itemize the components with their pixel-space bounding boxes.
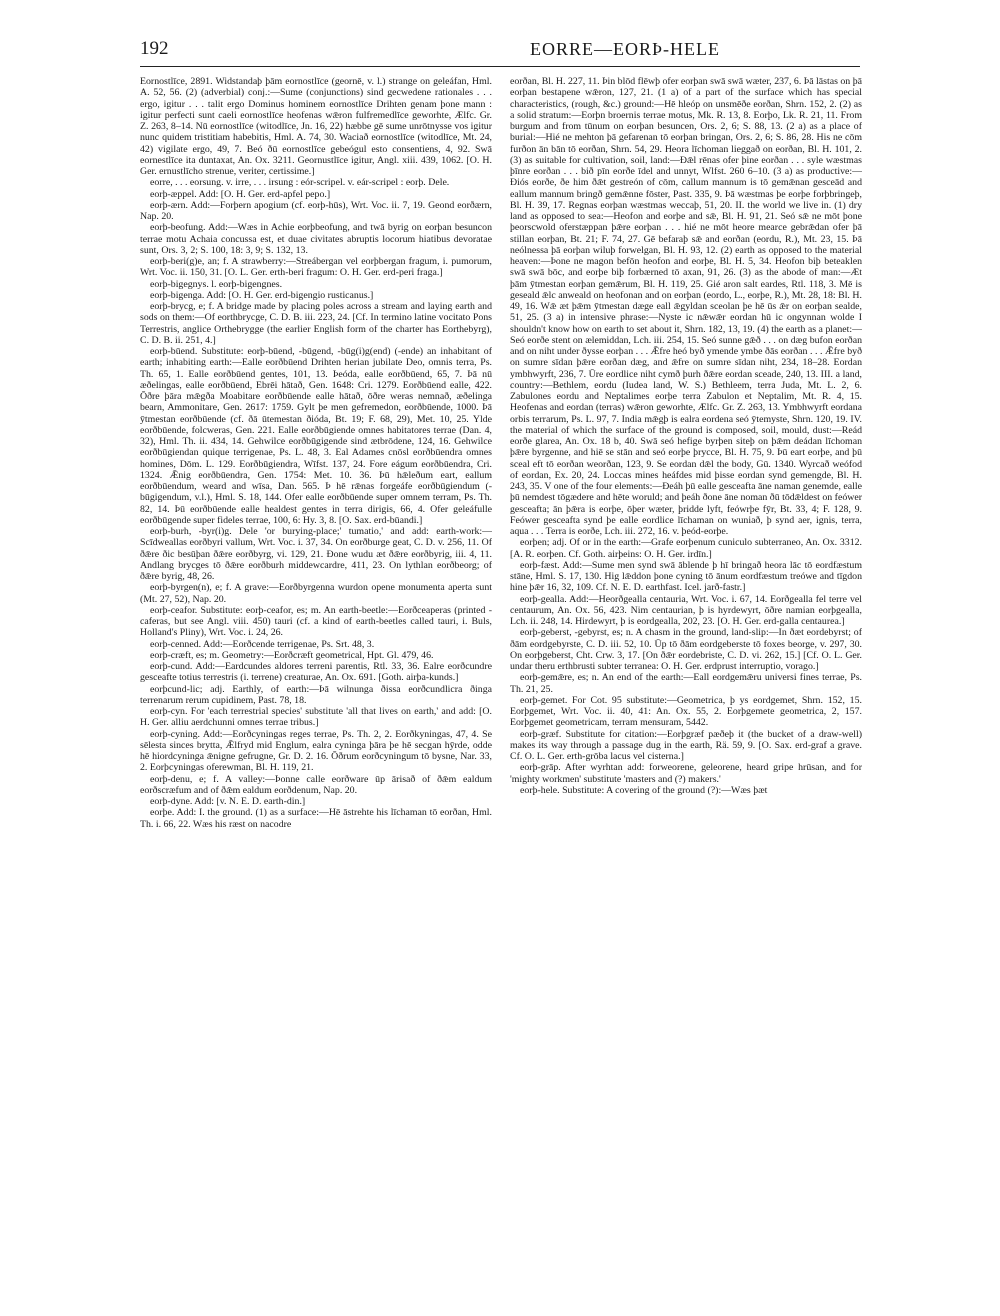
dictionary-entry: eorþen; adj. Of or in the earth:—Grafe eorþenum cuniculo subterraneo, An. Ox. 3312. [A. R. eorþen. Cf. Goth. airþeins: O. H. Ger. irdīn.] <box>510 537 862 560</box>
dictionary-entry: eorþ-fæst. Add:—Sume men synd swā āblende þ hī bringað heora lāc tō eordfæstum stāne, Hml. S. 17, 130. Hig lǣddon þone cyning tō ānum eordfæstum treówe and tīgdon hine þǣr 16, 32, 109. Cf. N. E. D. earthfast. Icel. jarð-fastr.] <box>510 559 862 594</box>
dictionary-entry: eorþ-grāp. After wyrhtan add: forweorene, geleorene, heard gripe hrūsan, and for 'mighty workmen' substitute 'masters and (?) makers.' <box>510 762 862 785</box>
dictionary-entry: eorþ-ærn. Add:—Forþern apogium (cf. eorþ-hūs), Wrt. Voc. ii. 7, 19. Geond eorðærn, Nap. 20. <box>140 199 492 222</box>
dictionary-entry: eorþcund-lic; adj. Earthly, of earth:—Þā wilnunga ðissa eorðcundlicra ðinga terrenarum rerum cupidinem, Past. 78, 18. <box>140 683 492 706</box>
page-number: 192 <box>140 38 169 59</box>
dictionary-entry: eorþ-beofung. Add:—Wæs in Achie eorþbeofung, and twā byrig on eorþan besuncon terrae motu Achaia concussa est, et duae civitates abruptis locorum hiatibus devoratae sunt, Ors. 3, 2; S. 100, 18: 3, 9; S. 132, 13. <box>140 222 492 256</box>
left-column <box>140 76 492 1301</box>
dictionary-entry: eorþ-gemet. For Cot. 95 substitute:—Geometrica, þ ys eordgemet, Shrn. 152, 15. Eorþgemet, Wrt. Voc. ii. 40, 41: An. Ox. 55, 2. Eorþgemete geometrica, 2, 157. Eorþgemet geometricam, terram mensuram, 5442. <box>510 694 862 729</box>
dictionary-entry: eorþ-bigenga. Add: [O. H. Ger. erd-bigengio rusticanus.] <box>150 289 374 301</box>
dictionary-entry: eorþe. Add: I. the ground. (1) as a surface:—Hē āstrehte his līchaman tō eorðan, Hml. Th. i. 66, 22. Wæs his ræst on nacodre <box>140 807 492 830</box>
dictionary-entry: eorþ-byrgen(n), e; f. A grave:—Eorðbyrgenna wurdon opene monumenta aperta sunt (Mt. 27, 52), Nap. 20. <box>140 582 492 605</box>
dictionary-entry: eorðan, Bl. H. 227, 11. Þin blōd flēwþ ofer eorþan swā swā wæter, 237, 6. Þā lāstas on þā eorþan bestapene wǣron, 127, 21. (1 a) of a part of the surface which has special characteristics, (rough, &c.) ground:—Hē hleóp on unsmēðe eorðan, Shrn. 152, 2. (2) as a solid stratum:—Eorþn broernis terrae motus, Mk. R. 13, 8. Eorþo, Lk. R. 21, 11. From burgum and from tūnum on eorþan besuncen, Ors. 2, 6; S. 88, 13. (2 a) as a place of burial:—Hié ne mehton þā gefarenan tō eorþan bringan, Ors. 2, 6; S. 86, 28. His ne cōm furðon ān bān tō eorðan, Shrn. 54, 29. Heora līchoman lieggað on eorðan, Bl. H. 101, 2. (3) as suitable for cultivation, soil, land:—Ðǣl rēnas ofer þine eorðan . . . syle wæstmas þīnre eorðan . . . bið pīn eorðe īdel and unnyt, Wlfst. 260 6–10. (3 a) as productive:—Ðiós eorðe, ðe him ðǣt gestreón of cōm, callum mannum is tō gemǣnan gesceād and eallum mannum bringð gemǣnne fōster, Past. 335, 9. Þā wæstmas þe eorþe forþbringeþ, Bl. H. 39, 17. Regnas eorþan wæstmas weccaþ, 51, 20. II. the world we live in. (1) dry land as opposed to sea:—Heofon and eorþe and sǣ, Bl. H. 91, 21. Seó sǣ ne mōt þone þeorscwold oferstæppan þǣre eorþan . . . hié ne mōt heore mearce gebrǣdan ofer þā stillan eorþan, Bt. 21; F. 74, 27. Gē befaraþ sǣ and eorðan (eordu, R.), Mt. 23, 15. Þā neólnessa þā eorþan wiluþ forwelgan, Bl. H. 93, 12. (2) earth as opposed to the material heaven:—Þone ne magon befōn heofon and eorþe, Bl. H. 5, 34. Heofon biþ beteaklen swā swā bōc, and eorþe biþ forbærned tō axan, 91, 26. (3) as the abode of man:—Æt þām ȳtmestan eorþan gemǣrum, Bl. H. 119, 25. Gié aron salt eardes, Rtl. 118, 3. Mē is geseald ǣlc anweald on heofonan and on eorþan (eordo, L., eorþe, R.), Mt. 28, 18: Bl. H. 49, 16. Wǣ æt þǣm ȳtmestan dæge eall ǣgyldan sceolan þe hē ūs ǣr on eorþan sealde, 51, 25. (3 a) in intensive phrase:—Nyste ic nǣwǣr eordan hū ic ongynnan wolde I shouldn't know how on earth to set about it, Shrn. 182, 13, 19. (4) the earth as a planet:—Seó eorðe stent on ælemiddan, Lch. iii. 254, 15. Seó sunne gǣð . . . on dæg bufon eorðan and on niht under ðysse eorþan . . . Ǣfre heó byð ymende ymbe ðās eorðan . . . Ǣfre byð on sumre sīdan þǣre eorðan dæg, and ǣfre on sumre sīdan niht, 234, 18–28. Eordan ymbhwyrft, 236, 7. Ūre eordlice niht cymð þurh ðǣre eordan sceade, 240, 13. III. a land, country:—Bethlem, eordu (Iudea land, W. S.) Bethleem, terra Juda, Mt. L. 2, 6. Zabulones eordu and Neptalimes eorþe terra Zabulon et Neptalim, Mt. R. 4, 15. Heofenas and eordan (terras) wǣron geworhte, Ælfc. Gr. Z. 263, 13. Ymbhwyrft eordana orbis terrarum, Ps. L. 97, 7. India mǣgþ is ealra eordena seó ȳtemyste, Shrn. 120, 19. IV. the material of which the surface of the ground is composed, soil, mould, dust:—Reád eorðe glarea, An. Ox. 18 b, 40. Swā seó hefige byrþen siteþ on þǣm deádan līchoman þǣre byrgenne, and hiē se stān and seó eorþe þrycce, Bl. H. 75, 9. Þū eart eorþe, and þū sceal eft tō eorðan weorðan, 123, 9. Se eordan dǣl the body, Gū. 1340. Wyrcað weófod of eordan, Ex. 20, 24. Loccas mines heáfdes mid þisse eordan synd gemengde, Bl. H. 243, 35. V one of the four elements:—Ðeáh þū ealle gesceafta āne naman genemde, ealle þū nemdest tōgædere and hēte woruld; and þeáh ðone āne noman ðū tōdǣldest on feówer gesceafta; ān þǣra is eorþe, ōþer wæter, þridde lyft, feówrþe fȳr, Bt. 33, 4; F. 128, 9. Feówer gesceafta synd þe ealle eordlice līchaman on wuniað, þ synd aer, ignis, terra, aqua . . . Terra is eorðe, Lch. iii. 272, 16. v. þeód-eorþe. <box>510 76 862 537</box>
dictionary-entry: eorþ-burh, -byr(i)g. Dele 'or burying-place;' tumatio,' and add: earth-work:—Scīdweallas eorðbyri vallum, Wrt. Voc. i. 37, 34. On eorðburge geat, C. D. v. 256, 11. Of ðǣre ðic besūþan ðǣre eorðbyrg, vi. 129, 21. Ðone wudu æt ðǣre eorðbyrig, iii. 4, 11. Andlang brycges tō ðǣre eorðburh middewcardre, 411, 23. On lythlan eorðbeorg; of ðǣre byrig, 48, 26. <box>140 526 492 582</box>
dictionary-entry: eorþ-brycg, e; f. A bridge made by placing poles across a stream and laying earth and sods on them:—Of eorthbrycge, C. D. B. iii. 223, 24. [Cf. In termino latine vocitato Pons Terrestris, anglice Orthebrygge (the earlier English form of the charter has Eorthebyrg), C. D. B. ii. 251, 4.] <box>140 301 492 346</box>
running-head: EORRE—EORÞ-HELE <box>530 39 720 59</box>
dictionary-entry: eorþ-cenned. Add:—Eorðcende terrigenae, Ps. Srt. 48, 3. <box>150 638 375 650</box>
dictionary-entry: eorþ-denu, e; f. A valley:—Þonne calle eorðware ūp ārisað of ðǣm ealdum eorðscræfum and of ðǣm ealdum eorðdenum, Nap. 20. <box>140 773 492 796</box>
dictionary-entry: Eornostlīce, 2891. Widstandaþ þām eornostlīce (geornē, v. l.) strange on geleáfan, Hml. A. 52, 56. (2) (adverbial) conj.:—Sume (conjunctions) sind gecwedene rationales . . . ergo, igitur . . . talit ergo Dominus hominem eornostlīce Drihten genam þone mann : igitur perfecti sunt caeli eornostlīce heofenas wǣron fulfremedlīce geworhte, Ælfc. Gr. Z. 263, 8–14. Nū eornostlīce (witodlīce, Jn. 16, 22) hæbbe gē sume unrōtnysse vos igitur nunc quidem tristitiam habebitis, Hml. A. 74, 30. Waciað eornostlīce (witodlīce, Mt. 24, 42) vigilate ergo, 49, 7. Beó ðū eornostlīce gebeógul esto consentiens, 4, 92. Swā eornestlīce ita duntaxat, An. Ox. 3211. Geornustlīce igitur, Angl. xiii. 439, 1062. [O. H. Ger. ernustlīcho strenue, veriter, certissime.] <box>140 76 492 177</box>
dictionary-entry: eorþ-ceafor. Substitute: eorþ-ceafor, es; m. An earth-beetle:—Eorðceaperas (printed -caferas, but see Angl. viii. 450) tauri (cf. a kind of earth-beetles called tauri, i. Buls, Holland's Pliny), Wrt. Voc. i. 24, 26. <box>140 604 492 639</box>
dictionary-entry: eorre, . . . eorsung. v. irre, . . . irsung : eór-scripel. v. eár-scripel : eorþ. Dele. <box>150 177 450 189</box>
dictionary-entry: eorþ-bigegnys. l. eorþ-bigengnes. <box>150 278 283 290</box>
dictionary-entry: eorþ-æppel. Add: [O. H. Ger. erd-apfel pepo.] <box>150 188 331 200</box>
dictionary-entry: eorþ-cræft, es; m. Geometry:—Eorðcræft geometrical, Hpt. Gl. 479, 46. <box>150 649 434 661</box>
dictionary-entry: eorþ-hele. Substitute: A covering of the ground (?):—Wæs þæt <box>520 784 768 796</box>
dictionary-entry: eorþ-būend. Substitute: eorþ-būend, -būgend, -būg(i)g(end) (-ende) an inhabitant of earth; inhabiting earth:—Ealle eorðbūend Drihten herian jubilate Deo, omnis terra, Ps. Th. 65, 1. Ealle eorðbūend gentes, 101, 13. Þeóda, ealle eorðbūend, 65, 7. Þā nū æðelingas, ealle eorðbūend, Ebrēi hātað, Gen. 1648: Cri. 1279. Eorðbūend ealle, 422. Ōðre þāra mǣgða Moabitare eorðbūende ealle hātað, ōðre weras nemnað, æðelinga bearn, Ammonitare, Gen. 2617: 1759. Gylt þe men gefremedon, eorðbūende, 1000. Þā ȳtmestan eorðbūende (cf. ðā ūtemestan ðióda, Bt. 19; F. 68, 29), Met. 10, 25. Ylde eorðbūende, folcweras, Gen. 221. Ealle eorðbūgiende omnes habitatores terrae (Dan. 4, 32), Hml. Th. ii. 434, 14. Gehwilce eorðbūgigende sind ætbrōdene, 124, 16. Gehwilce eorðbūgiendan quique terrigenae, Ps. L. 48, 3. Eal Adames cnōsl eorðbūendra omnes homines, Dōm. L. 129. Eorðbūgiendra, Wīfst. 137, 24. Fore eágum eorðbūendra, Cri. 1324. Ǣnig eorðbūendra, Gen. 1754: Met. 10. 36. Þū hǣleðum eart, eallum eorðbūendum, weard and wīsa, Dan. 565. Þ hē rǣnas forgeáfe eorðbūgiendum (-būgigendum, v.l.), Hml. S. 18, 144. Ofer ealle eorðbūende super omnem terram, Ps. Th. 82, 14. Þū eorðbūende ealle healdest gentes in terra dirigis, 66, 4. Ofer geleáfulle eorðbūgende super fideles terrae, 100, 6: Hy. 3, 8. [O. Sax. erd-būandi.] <box>140 346 492 526</box>
dictionary-entry: eorþ-cund. Add:—Eardcundes aldores terreni parentis, Rtl. 33, 36. Ealre eorðcundre gesceafte totius terrestris (i. terrene) creaturae, An. Ox. 691. [Goth. airþa-kunds.] <box>140 661 492 684</box>
page-header <box>140 36 860 67</box>
dictionary-entry: eorþ-cyn. For 'each terrestrial species' substitute 'all that lives on earth,' and add: [O. H. Ger. alliu aerdchunni omnes terrae tribus.] <box>140 706 492 729</box>
dictionary-entry: eorþ-beri(g)e, an; f. A strawberry:—Streábergan vel eorþbergan fragum, i. pumorum, Wrt. Voc. ii. 150, 31. [O. L. Ger. erth-beri fragum: O. H. Ger. erd-peri fraga.] <box>140 256 492 279</box>
dictionary-entry: eorþ-gemǣre, es; n. An end of the earth:—Eall eordgemǣru universi fines terrae, Ps. Th. 21, 25. <box>510 672 862 695</box>
dictionary-entry: eorþ-cyning. Add:—Eorðcyningas reges terrae, Ps. Th. 2, 2. Eorðkyningas, 47, 4. Se sēlesta sinces brytta, Ǣlfryd mid Englum, ealra cyninga þāra þe hē secgan hȳrde, odde hē hiordcyninga ǣnigne gefrugne, Gr. D. 2. 16. Ōðrum eorðcyningum tō bysne, Nar. 33, 2. Eorþcyningas oferewman, Bl. H. 119, 21. <box>140 728 492 774</box>
dictionary-entry: eorþ-græf. Substitute for citation:—Eorþgræf pæðeþ it (the bucket of a draw-well) makes its way through a passage dug in the earth, Rä. 59, 9. [O. Sax. erd-graf a grave. Cf. O. L. Ger. erth-grōba lacus vel cisterna.] <box>510 728 862 762</box>
right-column <box>510 76 862 1301</box>
dictionary-entry: eorþ-gealla. Add:—Heorðgealla centauria, Wrt. Voc. i. 67, 14. Eorðgealla fel terre vel centaurum, An. Ox. 56, 423. Nim centaurian, þ is hyrdewyrt, ōðre namian eorþgealla, Lch. ii. 248, 14. Hirdewyrt, þ is eordgealla, 202, 23. [O. H. Ger. erd-galla centaurea.] <box>510 593 862 627</box>
dictionary-entry: eorþ-geberst, -gebyrst, es; n. A chasm in the ground, land-slip:—In ðæt eordebyrst; of ðām eordgebyrste, C. D. iii. 52, 10. Ūp tō ðām eordgeberste tō foxes beorge, v. 297, 30. On eorþgeberst, Cht. Crw. 3, 17. [On ðǣr eordebriste, C. D. vi. 262, 15.] [Cf. O. L. Ger. undar theru erthbrusti subter terranea: O. H. Ger. erdprust interruptio, vorago.] <box>510 627 862 672</box>
dictionary-entry: eorþ-dyne. Add: [v. N. E. D. earth-din.] <box>150 796 306 807</box>
